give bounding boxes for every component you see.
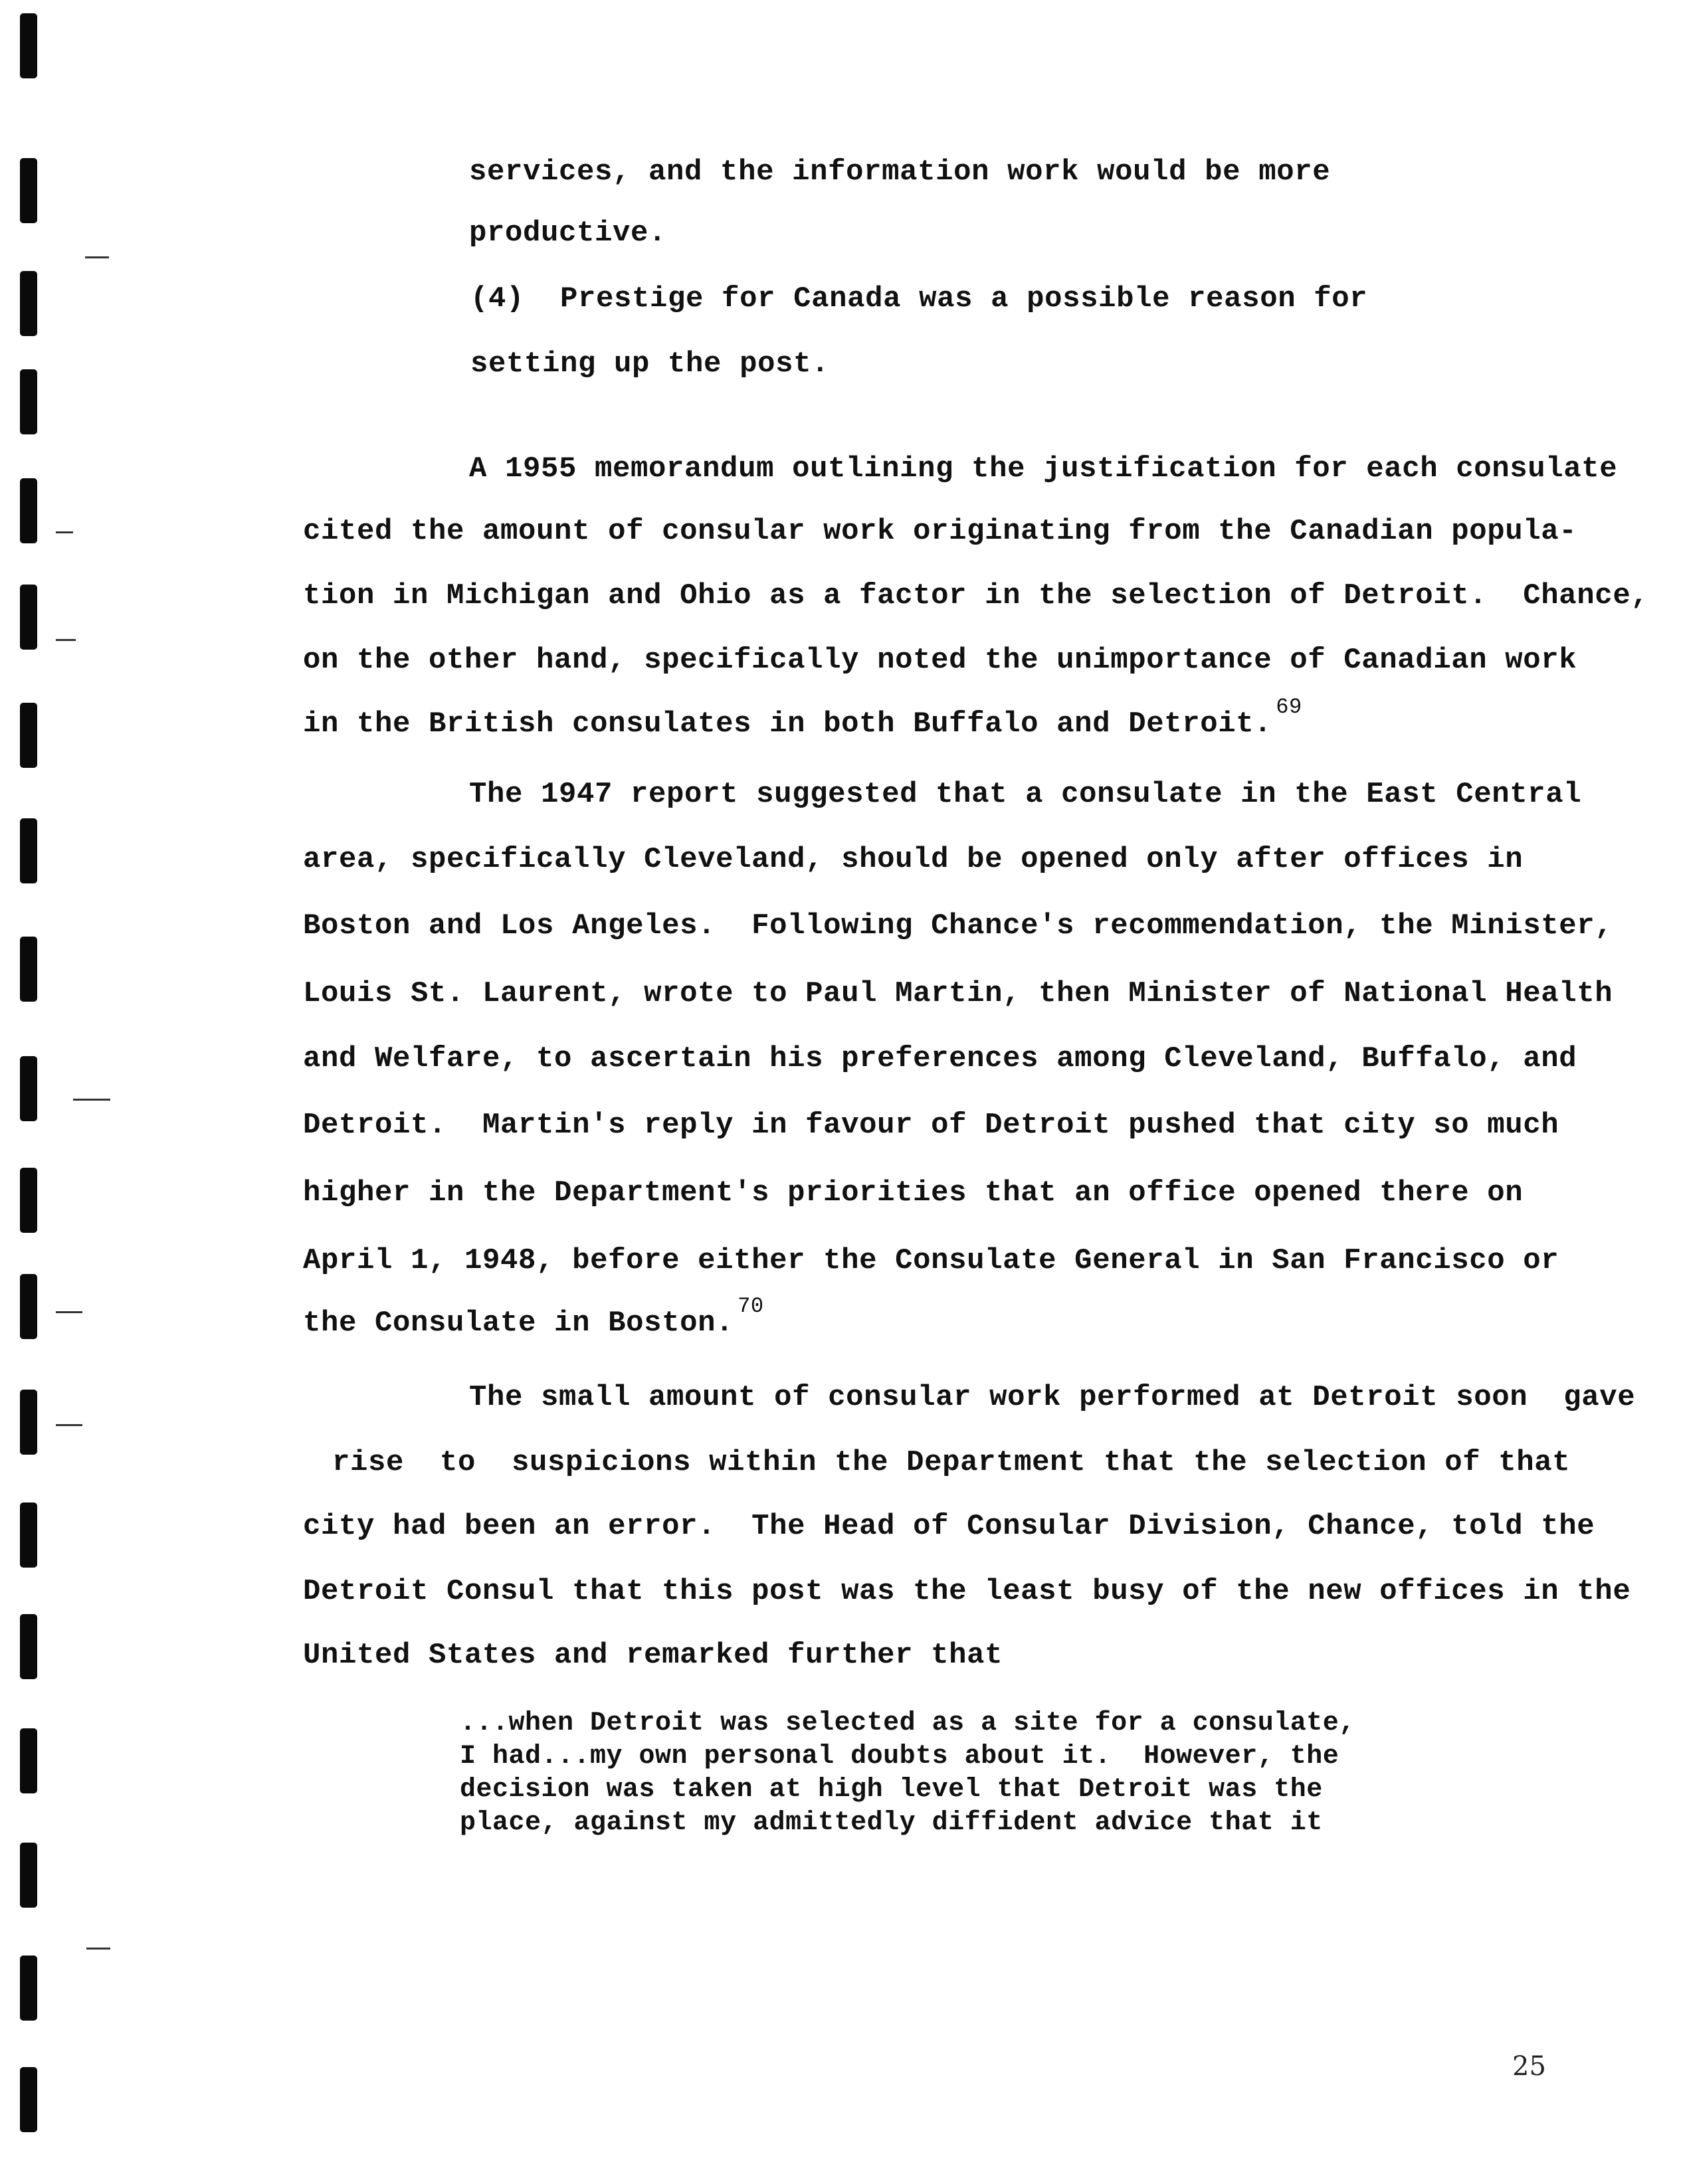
paragraph-text-line: A 1955 memorandum outlining the justification for each consulate [469, 452, 1618, 486]
punch-hole [20, 158, 37, 223]
paragraph-text-line: Detroit Consul that this post was the least busy of the new offices in the [303, 1575, 1631, 1608]
punch-hole [20, 585, 37, 650]
punch-hole [20, 703, 37, 768]
paragraph-text-line: and Welfare, to ascertain his preferences among Cleveland, Buffalo, and [303, 1042, 1577, 1075]
paragraph-text-line [303, 695, 1302, 741]
paragraph-text-line: United States and remarked further that [303, 1639, 1003, 1672]
paragraph-text-line: cited the amount of consular work originating from the Canadian popula- [303, 515, 1577, 548]
paragraph-text-line: on the other hand, specifically noted the unimportance of Canadian work [303, 644, 1577, 677]
punch-hole [20, 2067, 37, 2132]
paragraph-text-line [303, 1294, 764, 1340]
paragraph-text-line: tion in Michigan and Ohio as a factor in the selection of Detroit. Chance, [303, 579, 1649, 612]
paragraph-text-line: The 1947 report suggested that a consulate in the East Central [469, 778, 1582, 811]
punch-hole [20, 1502, 37, 1568]
paragraph-text-line: The small amount of consular work performed at Detroit soon gave [469, 1381, 1636, 1414]
body-text-line: services, and the information work would be more [469, 155, 1331, 189]
block-quote-line: I had...my own personal doubts about it. However, the [460, 1742, 1339, 1772]
margin-mark [73, 1099, 110, 1101]
punch-hole [20, 1056, 37, 1121]
paragraph-text-line: city had been an error. The Head of Consular Division, Chance, told the [303, 1510, 1595, 1543]
page-number: 25 [1512, 2051, 1546, 2082]
punch-hole [20, 818, 37, 883]
punch-hole [20, 1274, 37, 1339]
block-quote-line: decision was taken at high level that Detroit was the [460, 1775, 1323, 1805]
paragraph-text-line: Detroit. Martin's reply in favour of Detroit pushed that city so much [303, 1109, 1559, 1142]
punch-hole [20, 478, 37, 543]
paragraph-text-line: area, specifically Cleveland, should be opened only after offices in [303, 843, 1524, 876]
punch-hole [20, 1956, 37, 2021]
punch-hole [20, 13, 37, 78]
punch-hole [20, 369, 37, 434]
punch-hole [20, 1614, 37, 1679]
footnote-reference: 70 [738, 1294, 764, 1319]
body-text-line: productive. [469, 217, 667, 250]
block-quote-line: ...when Detroit was selected as a site for a consulate, [460, 1708, 1355, 1738]
margin-mark [85, 256, 109, 258]
paragraph-text-line: April 1, 1948, before either the Consulate General in San Francisco or [303, 1244, 1559, 1277]
paragraph-text: the Consulate in Boston. [303, 1307, 734, 1340]
block-quote-line: place, against my admittedly diffident advice that it [460, 1808, 1323, 1838]
punch-hole [20, 271, 37, 336]
binder-punch-marks [0, 0, 93, 2184]
punch-hole [20, 937, 37, 1002]
margin-mark [56, 1424, 82, 1426]
list-item-line: setting up the post. [470, 347, 830, 381]
punch-hole [20, 1390, 37, 1455]
margin-mark [56, 639, 76, 641]
list-item-line: (4) Prestige for Canada was a possible reason for [470, 282, 1368, 316]
paragraph-text-line: Louis St. Laurent, wrote to Paul Martin, then Minister of National Health [303, 977, 1613, 1010]
punch-hole [20, 1168, 37, 1233]
paragraph-text-line: Boston and Los Angeles. Following Chance's recommendation, the Minister, [303, 909, 1613, 943]
margin-mark [56, 531, 73, 533]
margin-mark [86, 1948, 110, 1950]
paragraph-text-line: rise to suspicions within the Department that the selection of that [332, 1446, 1571, 1479]
margin-mark [56, 1311, 82, 1313]
paragraph-text-line: higher in the Department's priorities that an office opened there on [303, 1176, 1524, 1210]
footnote-reference: 69 [1276, 695, 1302, 719]
punch-hole [20, 1843, 37, 1908]
paragraph-text: in the British consulates in both Buffalo and Detroit. [303, 707, 1272, 741]
punch-hole [20, 1728, 37, 1793]
